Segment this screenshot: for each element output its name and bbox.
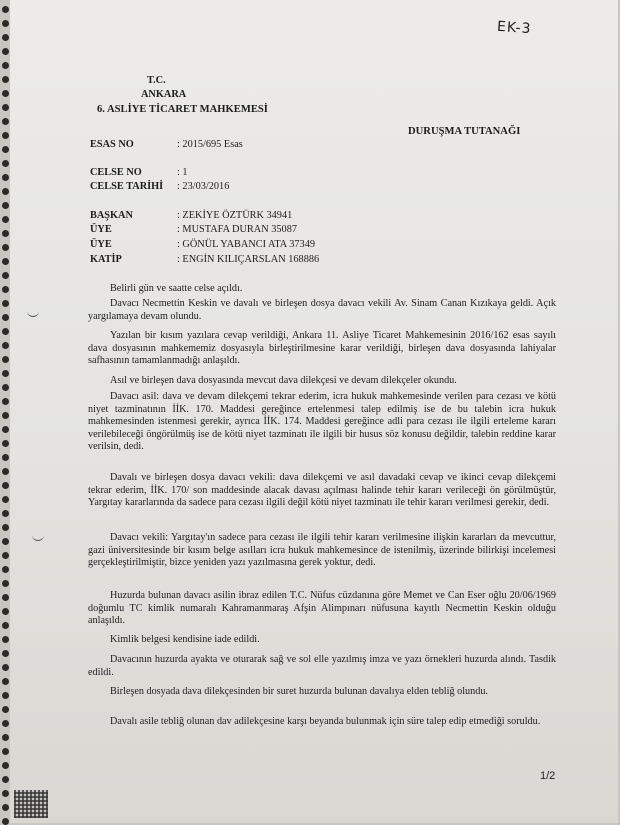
binding-hole (2, 258, 9, 265)
case-value-celse: : 1 (177, 167, 188, 178)
paragraph-opening: Belirli gün ve saatte celse açıldı. (110, 283, 243, 294)
binding-hole (2, 314, 9, 321)
binding-hole (2, 594, 9, 601)
corner-annotation: EK-3 (496, 18, 533, 38)
binding-hole (2, 482, 9, 489)
binding-hole (2, 342, 9, 349)
binding-hole (2, 272, 9, 279)
binding-hole (2, 118, 9, 125)
binding-hole (2, 580, 9, 587)
binding-hole (2, 454, 9, 461)
binding-hole (2, 216, 9, 223)
paragraph-time-request: Davalı asile tebliğ olunan dav adilekçesine karşı beyanda bulunmak için süre talep edip etmediği soruldu. (110, 716, 541, 727)
binding-holes (0, 0, 14, 823)
binding-hole (2, 678, 9, 685)
binding-hole (2, 370, 9, 377)
binding-hole (2, 48, 9, 55)
paragraph-plaintiff-statement: Davacı asil: dava ve devam dilekçemi tekrar ederim, icra hukuk mahkemesinde verilen para cezası ve kötü niyet tazminatının İİK. 170. Maddesi gereğince ertelenmesi talep edilmiş ise de bu talebin icra hukuk mahkemesinden istenmesi gerekir, ayrıca İİK. 174. Maddesi gereğince adli para cezası ile ilgili erteleme kararı verilebileceği öngörülmüş ise de kötü niyet tazminatı ile ilgili bir husus söz konusu değildir, talebin reddine karar verilsin, dedi. (88, 391, 556, 453)
binding-hole (2, 762, 9, 769)
binding-hole (2, 538, 9, 545)
binding-hole (2, 566, 9, 573)
binding-hole (2, 286, 9, 293)
binding-hole (2, 174, 9, 181)
binding-hole (2, 300, 9, 307)
page-number: 1/2 (540, 770, 556, 782)
binding-hole (2, 244, 9, 251)
case-label-esas: ESAS NO (90, 139, 134, 150)
binding-hole (2, 104, 9, 111)
binding-hole (2, 804, 9, 811)
binding-hole (2, 384, 9, 391)
binding-hole (2, 398, 9, 405)
paragraph-service: Birleşen dosyada dava dilekçesinden bir suret huzurda bulunan davalıya elden tebliğ olundu. (110, 686, 488, 697)
binding-hole (2, 608, 9, 615)
panel-value-member1: : MUSTAFA DURAN 35087 (177, 224, 297, 235)
header-tc: T.C. (147, 75, 166, 86)
panel-value-member2: : GÖNÜL YABANCI ATA 37349 (177, 239, 315, 250)
binding-hole (2, 748, 9, 755)
paragraph-defendant-counsel: Davalı ve birleşen dosya davacı vekili: dava dilekçemi ve asıl davadaki cevap ve ikinci cevap dilekçemi tekrar ederim, İİK. 170/ son maddesinde alacak davası açılması halinde tehir kararı verileceği ön görülmüştür, Yargıtay kararlarında da sadece para cezası ilgili değil kötü niyet tazminatı ile tehir kararı verilmesi gerekir, dedi. (88, 472, 556, 509)
panel-label-member2: ÜYE (90, 239, 112, 250)
panel-label-member1: ÜYE (90, 224, 112, 235)
binding-hole (2, 706, 9, 713)
paragraph-identity: Huzurda bulunan davacı asilin ibraz edilen T.C. Nüfus cüzdanına göre Memet ve Can Eser oğlu 20/06/1969 doğumlu TC kimlik numaralı Kahramanmaraş Afşin Alimpınarı nüfusuna kayıtlı Necmettin Keskin olduğu anlaşıldı. (88, 590, 556, 627)
binding-hole (2, 440, 9, 447)
binding-hole (2, 160, 9, 167)
binding-hole (2, 146, 9, 153)
binding-hole (2, 650, 9, 657)
panel-value-president: : ZEKİYE ÖZTÜRK 34941 (177, 210, 293, 221)
binding-hole (2, 468, 9, 475)
binding-hole (2, 412, 9, 419)
paragraph-plaintiff-counsel: Davacı vekili: Yargıtay'ın sadece para cezası ile ilgili tehir kararı verilmesine ilişkin kararları da mevcuttur, gazi üniversitesinde bir kısım belge asılları icra hukuk mahkemesince de istenilmiş, üzerinde bilirkişi incelemesi gerçekleştirilmiştir, bizce yeniden yazı yazılmasına gerek yoktur, dedi. (88, 532, 556, 569)
binding-hole (2, 636, 9, 643)
binding-hole (2, 510, 9, 517)
binding-hole (2, 34, 9, 41)
binding-hole (2, 524, 9, 531)
binding-hole (2, 664, 9, 671)
binding-hole (2, 790, 9, 797)
binding-hole (2, 20, 9, 27)
panel-label-president: BAŞKAN (90, 210, 133, 221)
barcode-qr (14, 790, 48, 818)
binding-hole (2, 230, 9, 237)
binding-hole (2, 720, 9, 727)
binding-hole (2, 62, 9, 69)
binding-hole (2, 6, 9, 13)
binding-hole (2, 132, 9, 139)
header-city: ANKARA (141, 89, 187, 100)
case-label-celse: CELSE NO (90, 167, 142, 178)
case-value-esas: : 2015/695 Esas (177, 139, 243, 150)
binding-hole (2, 692, 9, 699)
binding-hole (2, 734, 9, 741)
paragraph-petitions-read: Asıl ve birleşen dava dosyasında mevcut dava dilekçesi ve devam dilekçeler okundu. (110, 375, 457, 386)
binding-hole (2, 76, 9, 83)
panel-label-clerk: KATİP (90, 254, 122, 265)
binding-hole (2, 552, 9, 559)
binding-hole (2, 496, 9, 503)
binding-hole (2, 328, 9, 335)
case-label-date: CELSE TARİHİ (90, 181, 164, 192)
panel-value-clerk: : ENGİN KILIÇARSLAN 168886 (177, 254, 320, 265)
binding-hole (2, 202, 9, 209)
case-value-date: : 23/03/2016 (177, 181, 230, 192)
binding-hole (2, 90, 9, 97)
paragraph-attendance: Davacı Necmettin Keskin ve davalı ve birleşen dosya davacı vekili Av. Sinam Canan Kızıkaya geldi. Açık yargılamaya devam olundu. (88, 298, 556, 322)
paragraph-merger: Yazılan bir kısım yazılara cevap verildiği, Ankara 11. Asliye Ticaret Mahkemesinin 2016/162 esas sayılı dava dosyasının mahkememiz dosyasıyla birleştirilmesine karar verildiği, birleşen dava dosyasında lahiyalar safhasının tamamlanmadığı anlaşıldı. (88, 330, 556, 367)
paragraph-signature-samples: Davacının huzurda ayakta ve oturarak sağ ve sol elle yazılmış imza ve yazı örnekleri huzurda alındı. Tasdik edildi. (88, 654, 556, 678)
binding-hole (2, 776, 9, 783)
binding-hole (2, 356, 9, 363)
court-name: 6. ASLİYE TİCARET MAHKEMESİ (97, 104, 268, 115)
binding-hole (2, 818, 9, 825)
binding-hole (2, 188, 9, 195)
document-title: DURUŞMA TUTANAĞI (408, 126, 521, 137)
binding-hole (2, 426, 9, 433)
binding-hole (2, 622, 9, 629)
paragraph-id-returned: Kimlik belgesi kendisine iade edildi. (110, 634, 260, 645)
